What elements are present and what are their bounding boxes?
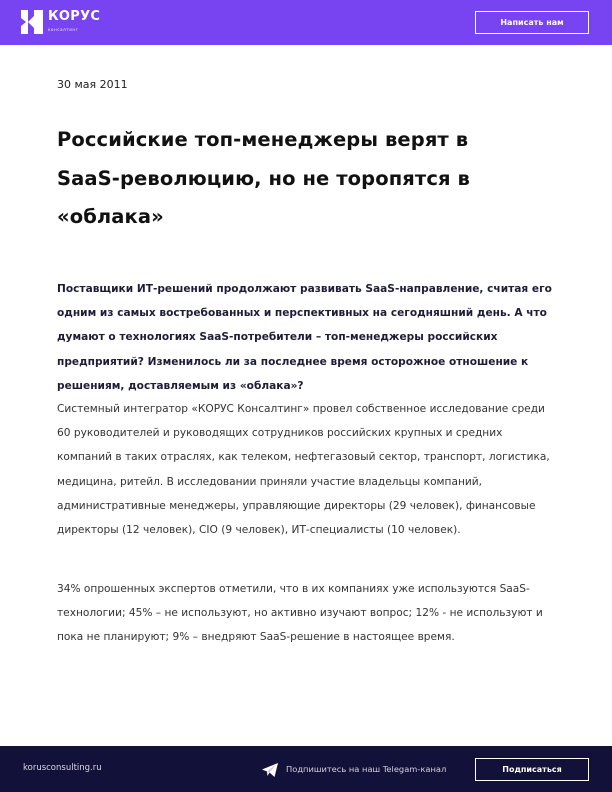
site-link[interactable]: korusconsulting.ru (23, 763, 102, 773)
logo-subtitle: консалтинг (48, 27, 79, 32)
write-us-button[interactable]: Написать нам (475, 11, 589, 34)
article-paragraph: Системный интегратор «КОРУС Консалтинг» провел собственное исследование среди 60 руководителей и руководящих сотрудников российских крупных и средних компаний в таких отраслях, как телеком, нефтегазовый сектор, транспорт, логистика, медицина, ритейл. В исследовании приняли участие владельцы компаний, административные менеджеры, управляющие директоры (29 человек), финансовые директоры (12 человек), CIO (9 человек), ИТ-специалисты (10 человек). (57, 403, 550, 537)
telegram-icon[interactable] (262, 762, 278, 776)
article-title: Российские топ-менеджеры верят в SaaS-революцию, но не торопятся в «облака» (57, 128, 470, 228)
header-bar (0, 0, 612, 45)
logo[interactable] (21, 10, 100, 35)
logo-text (48, 10, 100, 33)
article-lead: Поставщики ИТ-решений продолжают развивать SaaS-направление, считая его одним из самых востребованных и перспективных на сегодняшний день. А что думают о технологиях SaaS-потребители – топ-менеджеры российских предприятий? Изменилось ли за последнее время осторожное отношение к решениям, доставляемым из «облака»? (57, 283, 552, 392)
article-paragraph: 34% опрошенных экспертов отметили, что в их компаниях уже используются SaaS-технологии; 45% – не используют, но активно изучают вопрос; 12% - не используют и пока не планируют; 9% – внедряют SaaS-решение в настоящее время. (57, 583, 543, 644)
korus-logo-icon (21, 10, 43, 34)
article-date: 30 мая 2011 (57, 78, 128, 91)
telegram-subscribe-text[interactable]: Подпишитесь на наш Telegam-канал (286, 764, 447, 774)
logo-name: КОРУС (48, 9, 101, 24)
subscribe-button[interactable]: Подписаться (475, 758, 589, 781)
footer-bar (0, 746, 612, 792)
